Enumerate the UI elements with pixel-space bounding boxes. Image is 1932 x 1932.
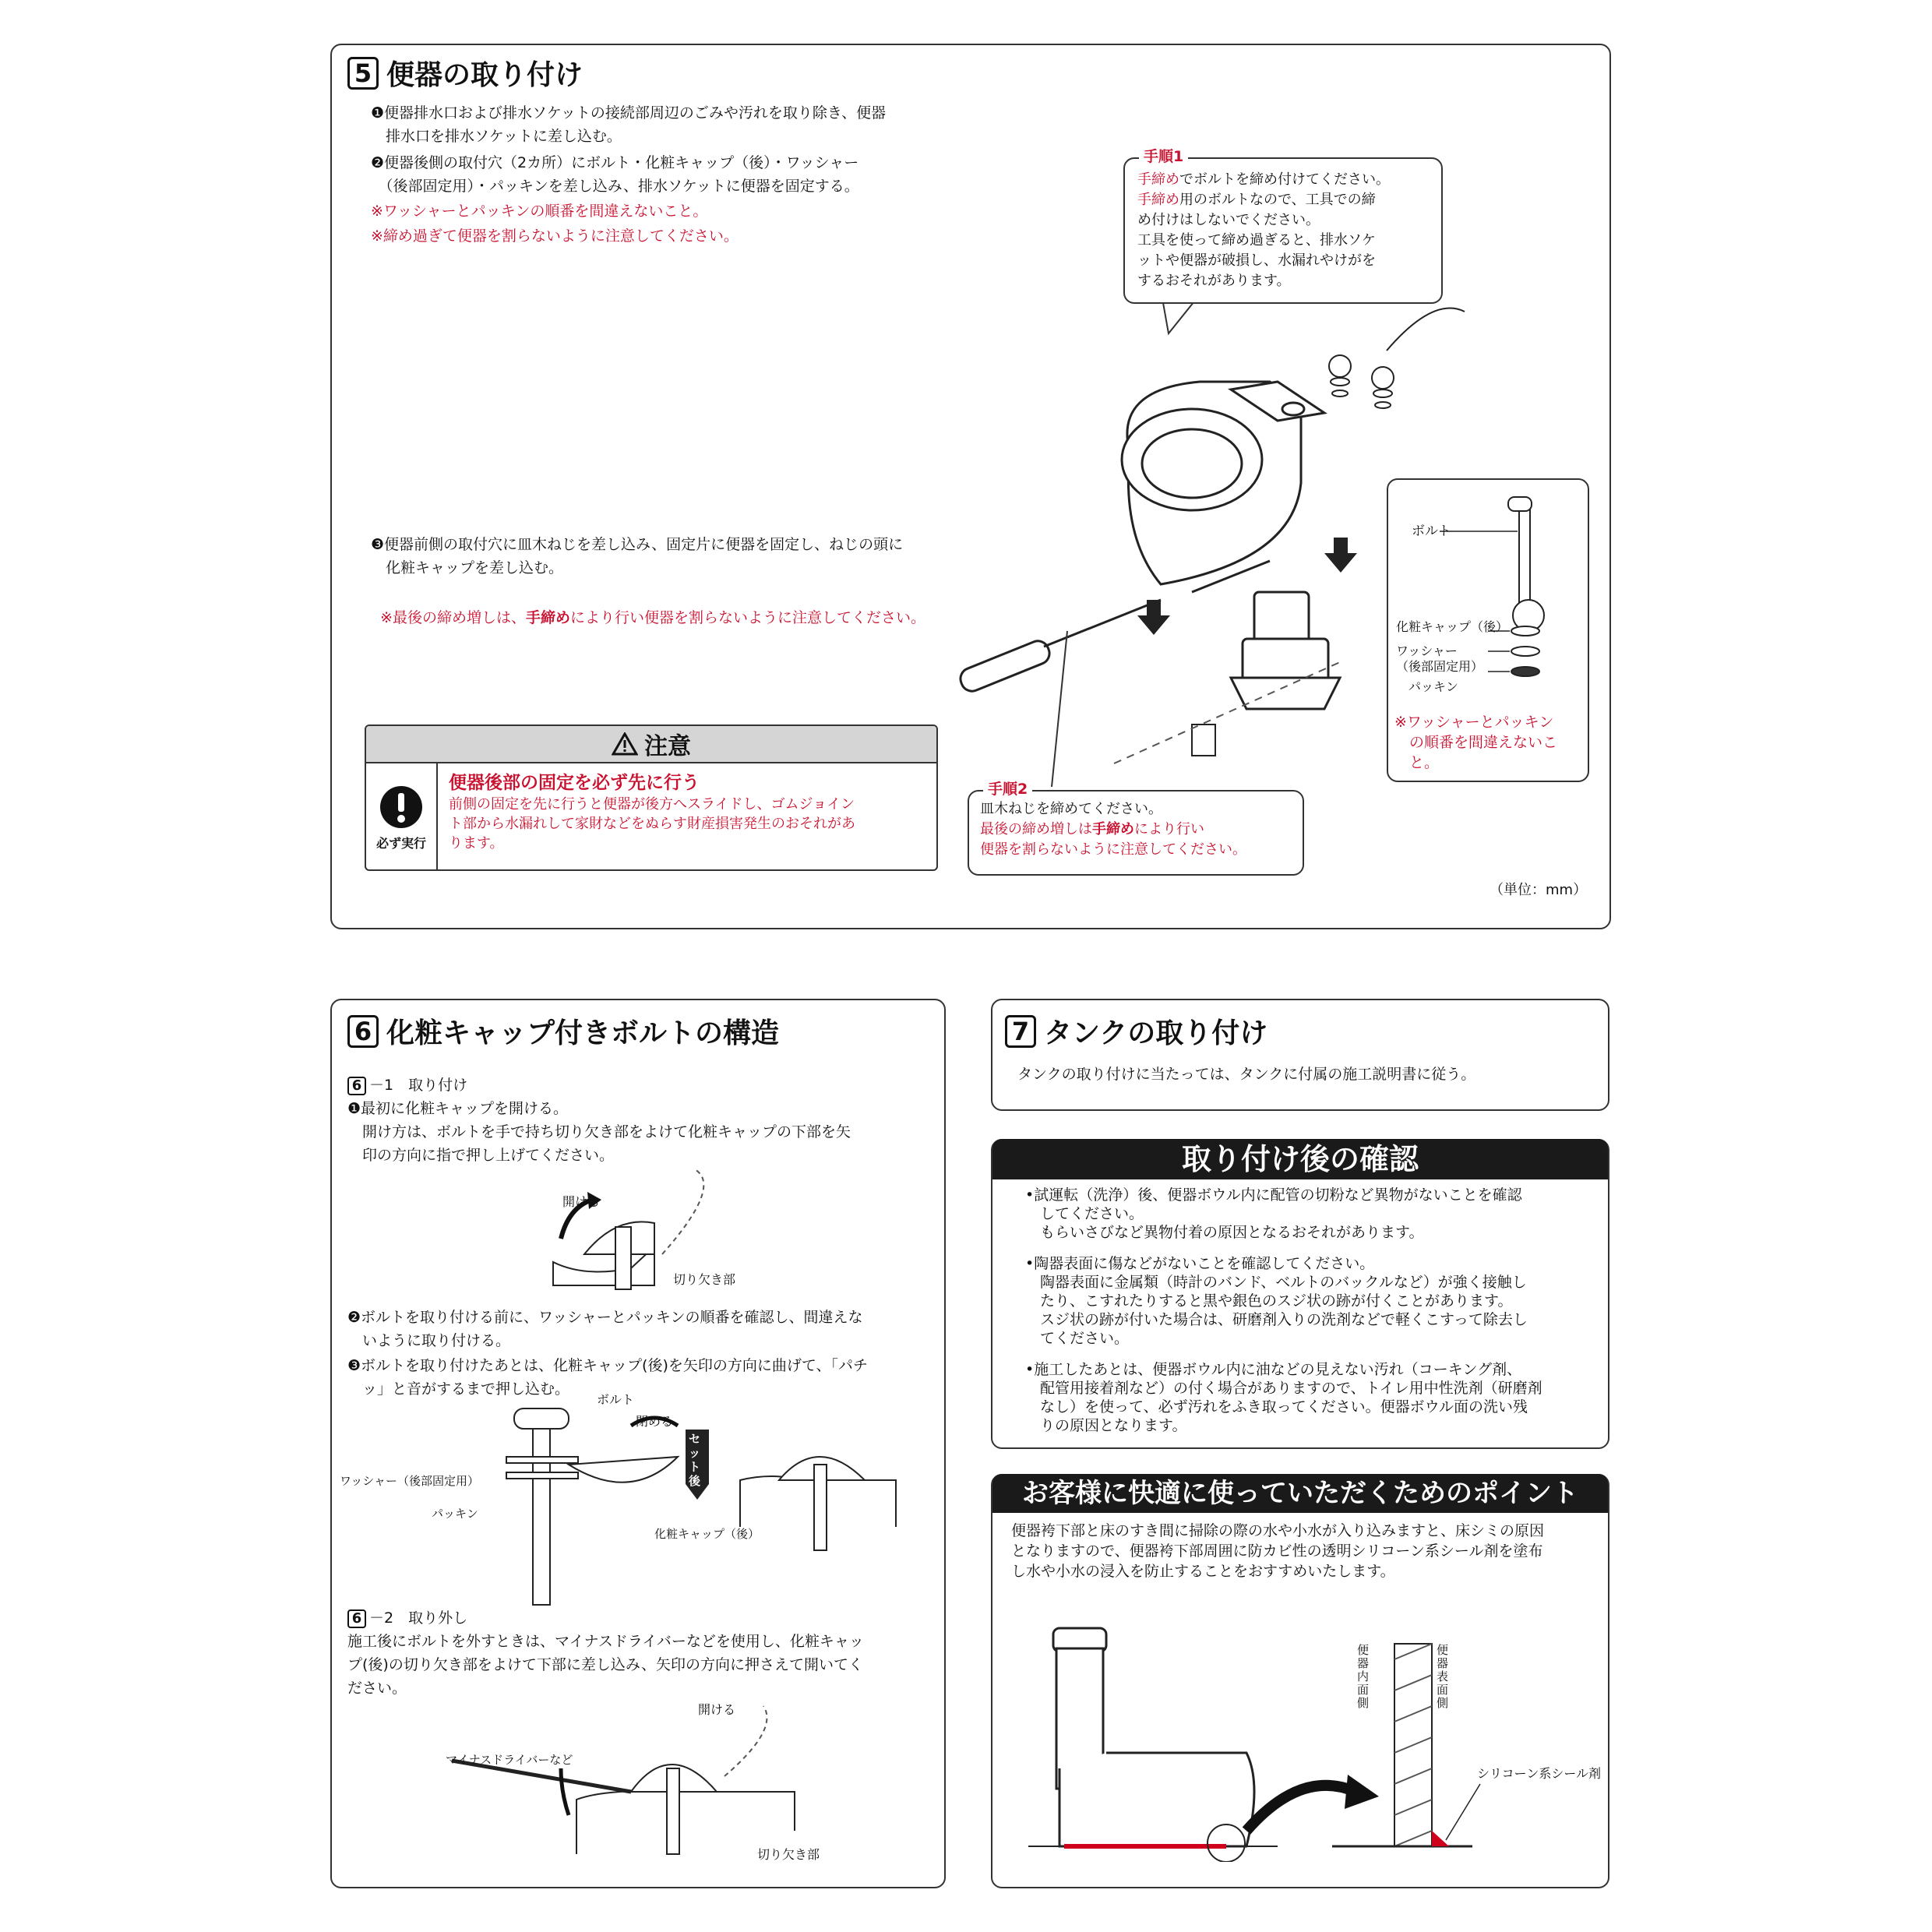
fig3-notch-label: 切り欠き部	[757, 1847, 820, 1862]
fig3-open-label: 開ける	[698, 1702, 736, 1717]
fig2-cap-label: 化粧キャップ（後）	[654, 1527, 760, 1541]
s5-note-3	[371, 583, 925, 629]
proc2-line-3: 便器を割らないように注意してください。	[980, 841, 1246, 858]
fig2-close-label: 閉める	[636, 1414, 674, 1429]
s5-note-2: ※締め過ぎて便器を割らないように注意してください。	[371, 227, 739, 245]
fig2-washer-label: ワッシャー（後部固定用）	[340, 1474, 479, 1488]
check-title-band: 取り付け後の確認	[992, 1139, 1608, 1179]
detail-bolt-label: ボルト	[1412, 524, 1451, 539]
s5-step-3: ❸便器前側の取付穴に皿木ねじを差し込み、固定片に便器を固定し、ねじの頭に 化粧キャップを差し込む。	[371, 536, 904, 576]
s5-note-3-b: 手締め	[526, 609, 571, 626]
cap-close-figure	[335, 1394, 927, 1613]
s6-step-3: ❸ボルトを取り付けたあとは、化粧キャップ(後)を矢印の方向に曲げて、「パチ ッ」と音がするまで押し込む。	[347, 1357, 868, 1398]
mandatory-action-icon	[379, 785, 423, 829]
s6-sub-1	[347, 1074, 467, 1097]
section-6-number: 6	[347, 1015, 379, 1048]
s6-sub-2-number: 6	[347, 1609, 366, 1628]
s5-note-3-a: ※最後の締め増しは、	[380, 609, 527, 626]
s6-sub-1-number: 6	[347, 1077, 366, 1095]
procedure-2-label: 手順2	[983, 779, 1032, 799]
procedure-1-label: 手順1	[1139, 146, 1188, 167]
outer-side-label: 便器表面側	[1437, 1643, 1449, 1710]
proc1-red-1: 手締め	[1137, 171, 1179, 188]
inner-side-label: 便器内面側	[1357, 1643, 1370, 1710]
check-bullet-3: •施工したあとは、便器ボウル内に油などの見えない汚れ（コーキング剤、 配管用接着剤など）の付く場合がありますので、トイレ用中性洗剤（研磨剤 なし）を使って、必ず汚れをふき取ってください。便器ボウル面の洗い残 りの原因となります。	[1025, 1361, 1542, 1434]
proc2-line-2a: 最後の締め増しは	[980, 821, 1092, 837]
s5-note-1: ※ワッシャーとパッキンの順番を間違えないこと。	[371, 203, 708, 220]
proc2-line-1: 皿木ねじを締めてください。	[980, 801, 1162, 817]
warning-triangle-icon	[612, 732, 638, 756]
fig1-notch-label: 切り欠き部	[673, 1272, 736, 1287]
sealant-label: シリコーン系シール剤	[1477, 1766, 1602, 1781]
caution-icon-cell	[366, 763, 438, 871]
drain-socket	[1231, 592, 1340, 709]
caution-body: 前側の固定を先に行うと便器が後方へスライドし、ゴムジョイン ト部から水漏れして家財などをぬらす財産損害発生のおそれがあ ります。	[449, 796, 855, 851]
proc1-line-2: 用のボルトなので、工具での締 め付けはしないでください。 工具を使って締め過ぎると、排水ソケ ットや便器が破損し、水漏れやけがを するおそれがあります。	[1137, 192, 1376, 289]
procedure-2-callout	[968, 781, 1304, 876]
point-body: 便器袴下部と床のすき間に掃除の際の水や小水が入り込みますと、床シミの原因 となりますので、便器袴下部周囲に防カビ性の透明シリコーン系シール剤を塗布 し水や小水の浸入を防止することをおすすめいたします。	[1011, 1522, 1545, 1580]
section-7-number: 7	[1005, 1015, 1036, 1048]
check-bullet-2: •陶器表面に傷などがないことを確認してください。 陶器表面に金属類（時計のバンド、ベルトのバックルなど）が強く接触し たり、こすれたりすると黒や銀色のスジ状の跡が付くことがあります。 スジ状の跡が付いた場合は、研磨剤入りの洗剤などで軽くこすって除去し てください。	[1025, 1255, 1528, 1347]
proc2-line-2b: 手締め	[1092, 821, 1134, 837]
fig2-packing-label: パッキン	[432, 1507, 478, 1521]
section-5-heading: 便器の取り付け	[386, 59, 583, 91]
proc2-line-2c: により行い	[1134, 821, 1204, 837]
s6-sub-2	[347, 1606, 467, 1630]
proc1-red-2: 手締め	[1137, 192, 1179, 208]
caution-title: 注意	[644, 733, 691, 760]
detail-washer-label: ワッシャー （後部固定用）	[1396, 643, 1484, 674]
screwdriver-icon	[957, 561, 1270, 694]
toilet-side-view	[1053, 1628, 1254, 1846]
s7-body: タンクの取り付けに当たっては、タンクに付属の施工説明書に従う。	[1017, 1066, 1476, 1083]
section-6-heading: 化粧キャップ付きボルトの構造	[386, 1017, 780, 1049]
section-5-number: 5	[347, 57, 379, 90]
procedure-1-callout	[1123, 148, 1443, 304]
s6-sub-2-label: －2 取り外し	[369, 1609, 468, 1627]
point-title-band: お客様に快適に使っていただくためのポイント	[992, 1474, 1608, 1513]
unit-label: （単位：mm）	[1490, 882, 1588, 898]
section-5-title	[347, 53, 583, 93]
caution-header	[366, 726, 936, 763]
detail-packing-label: パッキン	[1408, 679, 1458, 694]
sealant-illustration	[1013, 1613, 1589, 1862]
toilet-bowl	[1122, 382, 1324, 584]
fig2-set-label: セット後	[689, 1432, 701, 1488]
detail-cap-label: 化粧キャップ（後）	[1396, 619, 1509, 634]
s5-step-2: ❷便器後側の取付穴（2カ所）にボルト・化粧キャップ（後）・ワッシャー （後部固定用）・パッキンを差し込み、排水ソケットに便器を固定する。	[371, 154, 859, 195]
s6-step-1: ❶最初に化粧キャップを開ける。 開け方は、ボルトを手で持ち切り欠き部をよけて化粧キャップの下部を矢 印の方向に指で押し上げてください。	[347, 1100, 851, 1164]
bolt-parts	[1329, 308, 1465, 408]
section-7-title	[1005, 1011, 1267, 1051]
proc1-line-1: でボルトを締め付けてください。	[1179, 171, 1390, 188]
s6-step-4: 施工後にボルトを外すときは、マイナスドライバーなどを使用し、化粧キャッ プ(後)の切り欠き部をよけて下部に差し込み、矢印の方向に押さえて開いてく ださい。	[347, 1633, 864, 1697]
mandatory-label: 必ず実行	[375, 835, 426, 851]
detail-order-note: ※ワッシャーとパッキン の順番を間違えないこ と。	[1394, 714, 1558, 771]
section-6-title	[347, 1011, 779, 1051]
caution-headline: 便器後部の固定を必ず先に行う	[449, 773, 700, 793]
fig1-open-label: 開ける	[562, 1194, 601, 1209]
caution-box	[365, 724, 938, 871]
s6-step-2: ❷ボルトを取り付ける前に、ワッシャーとパッキンの順番を確認し、間違えな いように取り付ける。	[347, 1309, 863, 1349]
s6-sub-1-label: －1 取り付け	[369, 1077, 468, 1094]
s5-note-3-c: により行い便器を割らないように注意してください。	[570, 609, 926, 626]
check-bullet-1: •試運転（洗浄）後、便器ボウル内に配管の切粉など異物がないことを確認 してください。 もらいさびなど異物付着の原因となるおそれがあります。	[1025, 1186, 1522, 1241]
fig3-driver-label: マイナスドライバーなど	[446, 1753, 573, 1767]
s5-step-1: ❶便器排水口および排水ソケットの接続部周辺のごみや汚れを取り除き、便器 排水口を排水ソケットに差し込む。	[371, 104, 887, 145]
fig2-bolt-label: ボルト	[597, 1392, 635, 1407]
section-7-heading: タンクの取り付け	[1044, 1017, 1268, 1049]
